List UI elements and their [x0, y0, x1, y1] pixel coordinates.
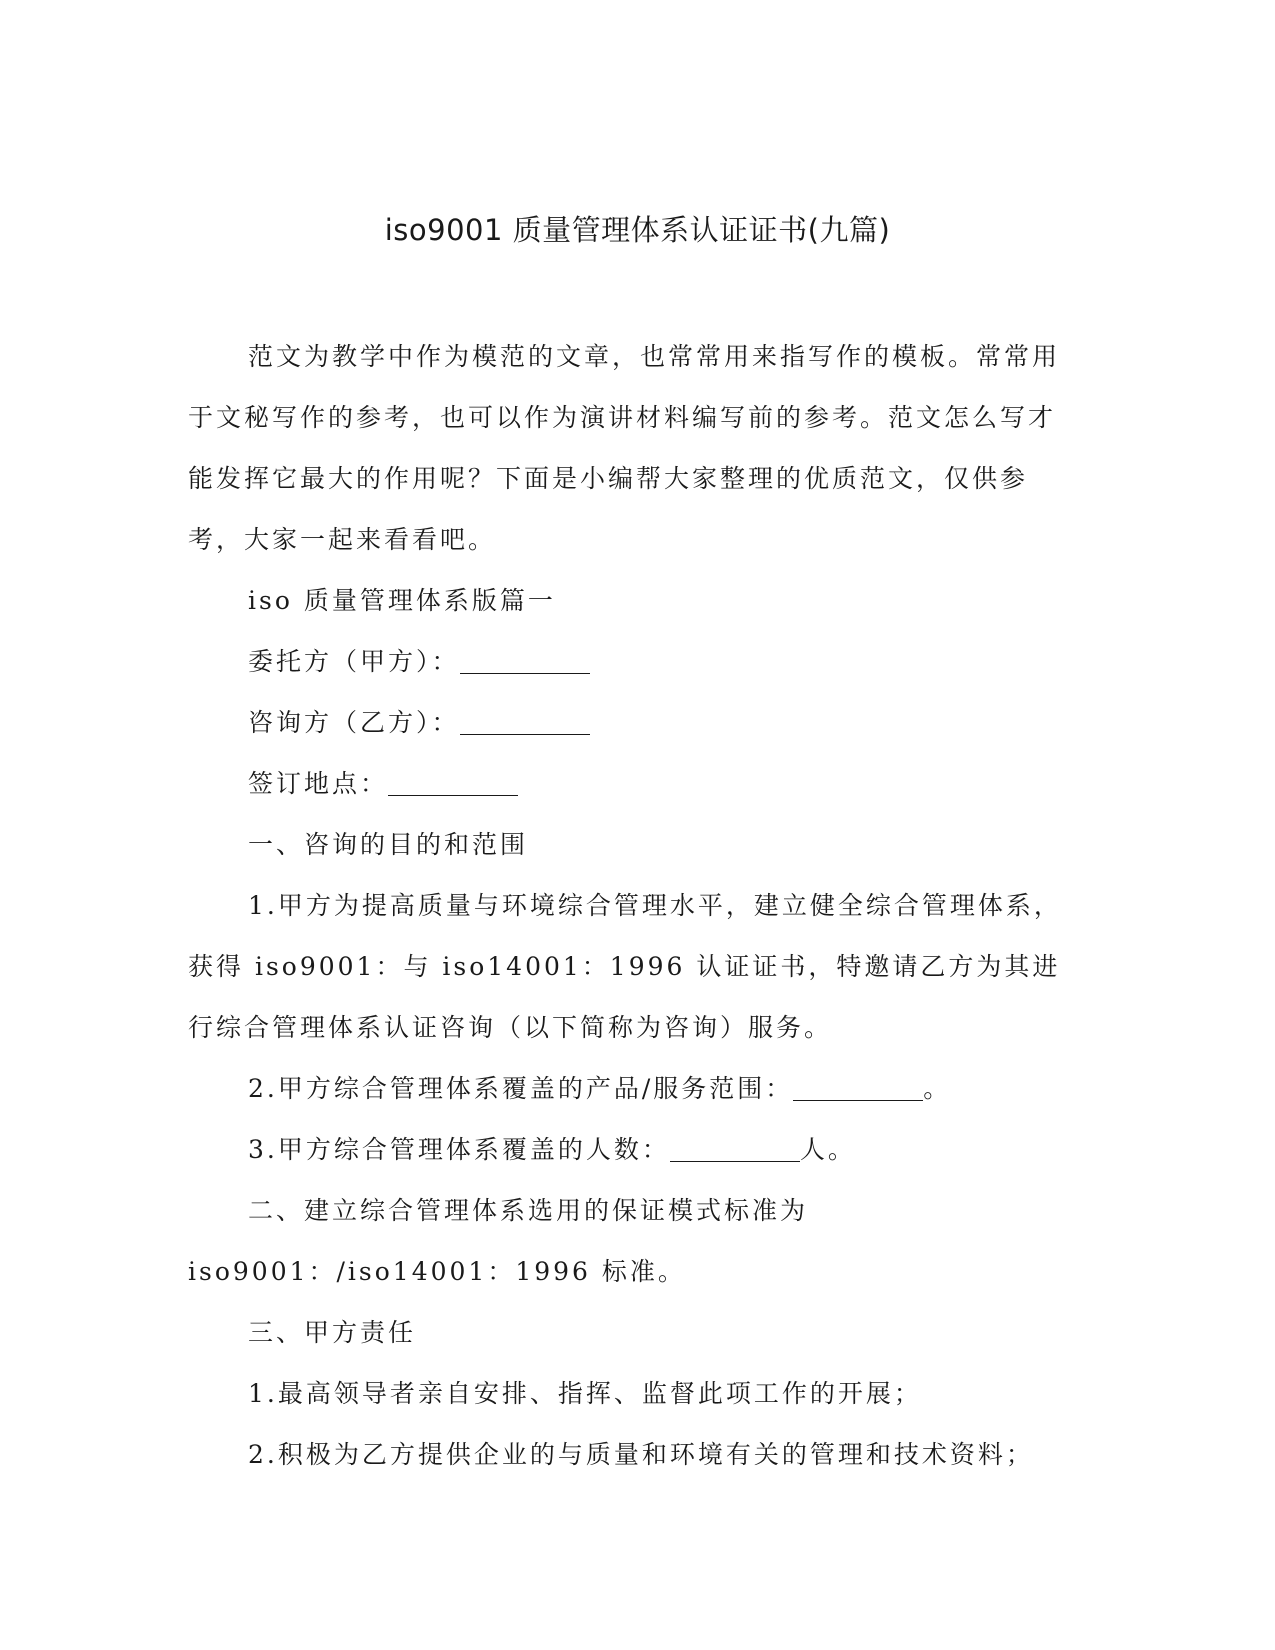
section-subtitle: iso 质量管理体系版篇一: [248, 586, 556, 615]
section1-item3-suffix: 人。: [799, 1135, 856, 1164]
intro-paragraph: 范文为教学中作为模范的文章，也常常用来指写作的模板。常常用于文秘写作的参考，也可以作为演讲材料编写前的参考。范文怎么写才能发挥它最大的作用呢？下面是小编帮大家整理的优质范文，仅供参考，大家一起来看看吧。: [188, 342, 1061, 554]
party-a-field: [188, 631, 1068, 692]
location-blank: [388, 771, 518, 796]
party-b-field: [188, 692, 1068, 753]
location-label: 签订地点：: [248, 769, 389, 798]
section1-item3-text: 3.甲方综合管理体系覆盖的人数：: [248, 1135, 670, 1164]
party-b-label: 咨询方（乙方）：: [248, 708, 460, 737]
party-a-blank: [460, 649, 590, 674]
section3-item2: 2.积极为乙方提供企业的与质量和环境有关的管理和技术资料；: [248, 1440, 1034, 1469]
location-field: [188, 753, 1068, 814]
scope-blank: [793, 1076, 923, 1101]
party-a-label: 委托方（甲方）：: [248, 647, 460, 676]
party-b-blank: [460, 710, 590, 735]
section1-item2-text: 2.甲方综合管理体系覆盖的产品/服务范围：: [248, 1074, 794, 1103]
document-body: [188, 326, 1068, 1485]
section1-item1: 1.甲方为提高质量与环境综合管理水平，建立健全综合管理体系，获得 iso9001：与 iso14001：1996 认证证书，特邀请乙方为其进行综合管理体系认证咨询（以下简称为咨询）服务。: [188, 891, 1062, 1042]
section1-item2-suffix: 。: [923, 1074, 952, 1103]
section2-text: 二、建立综合管理体系选用的保证模式标准为 iso9001：/iso14001：1996 标准。: [188, 1196, 809, 1286]
section3-item1: 1.最高领导者亲自安排、指挥、监督此项工作的开展；: [248, 1379, 922, 1408]
headcount-blank: [670, 1137, 800, 1162]
section1-heading: 一、咨询的目的和范围: [248, 830, 529, 859]
section1-item2: [188, 1058, 1068, 1119]
section1-item3: [188, 1119, 1068, 1180]
section3-heading: 三、甲方责任: [248, 1318, 417, 1347]
document-title: iso9001 质量管理体系认证证书(九篇): [384, 213, 891, 247]
